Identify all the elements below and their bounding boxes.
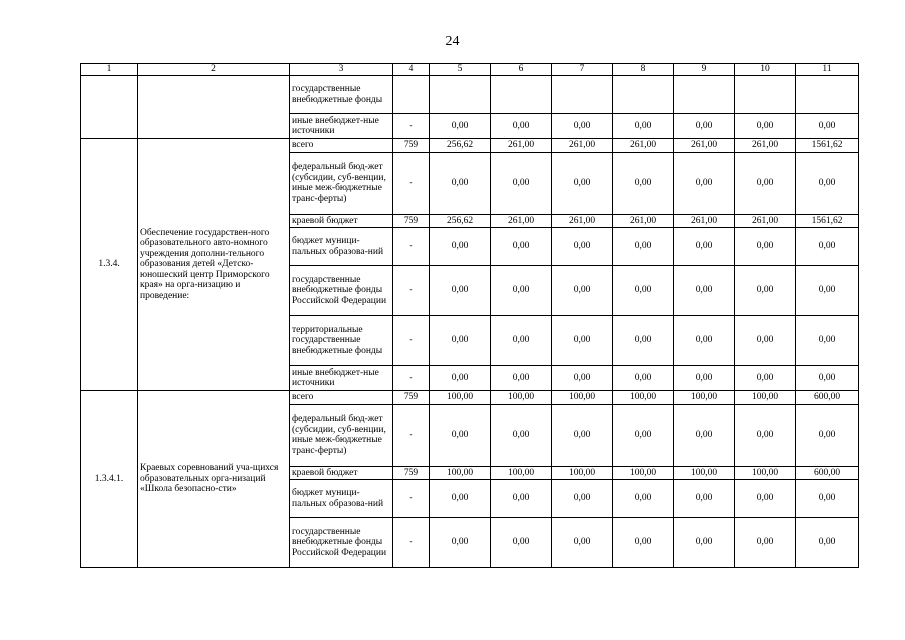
amount-cell: 261,00 bbox=[491, 139, 552, 153]
amount-cell: 0,00 bbox=[613, 152, 674, 214]
amount-cell: 0,00 bbox=[430, 404, 491, 466]
amount-cell: 100,00 bbox=[430, 391, 491, 405]
amount-cell: 0,00 bbox=[674, 152, 735, 214]
amount-cell: 0,00 bbox=[796, 266, 859, 316]
amount-cell: 0,00 bbox=[674, 266, 735, 316]
amount-cell: 0,00 bbox=[491, 266, 552, 316]
amount-cell: 0,00 bbox=[735, 316, 796, 366]
column-header: 10 bbox=[735, 64, 796, 76]
item-name: Краевых соревнований уча-щихся образовательных орга-низаций «Школа безопасно-сти» bbox=[138, 391, 290, 568]
amount-cell bbox=[735, 76, 796, 114]
amount-cell: 0,00 bbox=[674, 316, 735, 366]
amount-cell: 0,00 bbox=[552, 404, 613, 466]
amount-cell: 261,00 bbox=[735, 139, 796, 153]
funding-source: государственные внебюджетные фонды Российской Федерации bbox=[290, 518, 393, 568]
amount-cell: 256,62 bbox=[430, 139, 491, 153]
amount-cell: 261,00 bbox=[735, 214, 796, 228]
amount-cell: 1561,62 bbox=[796, 214, 859, 228]
amount-cell: 100,00 bbox=[735, 391, 796, 405]
table-body bbox=[81, 76, 859, 568]
administrator-code: 759 bbox=[393, 139, 430, 153]
amount-cell: 0,00 bbox=[613, 404, 674, 466]
amount-cell: 0,00 bbox=[796, 114, 859, 139]
amount-cell: 0,00 bbox=[735, 114, 796, 139]
amount-cell bbox=[796, 76, 859, 114]
amount-cell: 0,00 bbox=[552, 518, 613, 568]
amount-cell: 100,00 bbox=[552, 466, 613, 480]
amount-cell: 0,00 bbox=[735, 266, 796, 316]
column-header-row bbox=[81, 64, 859, 76]
column-header: 11 bbox=[796, 64, 859, 76]
funding-source: иные внебюджет-ные источники bbox=[290, 366, 393, 391]
column-header: 1 bbox=[81, 64, 138, 76]
amount-cell: 0,00 bbox=[430, 316, 491, 366]
amount-cell: 0,00 bbox=[552, 114, 613, 139]
funding-source: краевой бюджет bbox=[290, 466, 393, 480]
amount-cell: 0,00 bbox=[796, 316, 859, 366]
amount-cell: 0,00 bbox=[613, 316, 674, 366]
administrator-code: 759 bbox=[393, 466, 430, 480]
funding-source: государственные внебюджетные фонды bbox=[290, 76, 393, 114]
amount-cell bbox=[613, 76, 674, 114]
amount-cell: 0,00 bbox=[491, 114, 552, 139]
amount-cell: 0,00 bbox=[613, 366, 674, 391]
amount-cell: 100,00 bbox=[491, 466, 552, 480]
amount-cell: 0,00 bbox=[430, 114, 491, 139]
amount-cell: 0,00 bbox=[674, 404, 735, 466]
amount-cell: 0,00 bbox=[674, 480, 735, 518]
amount-cell: 0,00 bbox=[735, 366, 796, 391]
amount-cell: 0,00 bbox=[735, 480, 796, 518]
amount-cell: 100,00 bbox=[613, 466, 674, 480]
column-header: 6 bbox=[491, 64, 552, 76]
amount-cell: 0,00 bbox=[796, 480, 859, 518]
amount-cell: 0,00 bbox=[491, 152, 552, 214]
amount-cell: 0,00 bbox=[430, 366, 491, 391]
column-header: 9 bbox=[674, 64, 735, 76]
amount-cell: 0,00 bbox=[674, 518, 735, 568]
amount-cell: 0,00 bbox=[552, 266, 613, 316]
amount-cell: 0,00 bbox=[552, 316, 613, 366]
administrator-code: - bbox=[393, 404, 430, 466]
amount-cell: 0,00 bbox=[430, 518, 491, 568]
amount-cell: 0,00 bbox=[674, 228, 735, 266]
administrator-code: - bbox=[393, 228, 430, 266]
table-row bbox=[81, 139, 859, 153]
funding-source: бюджет муници-пальных образова-ний bbox=[290, 480, 393, 518]
page-number: 24 bbox=[445, 34, 460, 49]
amount-cell: 0,00 bbox=[613, 480, 674, 518]
amount-cell: 0,00 bbox=[430, 266, 491, 316]
item-code: 1.3.4.1. bbox=[81, 391, 138, 568]
amount-cell: 261,00 bbox=[674, 139, 735, 153]
amount-cell bbox=[552, 76, 613, 114]
amount-cell: 100,00 bbox=[430, 466, 491, 480]
funding-source: государственные внебюджетные фонды Российской Федерации bbox=[290, 266, 393, 316]
administrator-code: - bbox=[393, 366, 430, 391]
column-header: 7 bbox=[552, 64, 613, 76]
amount-cell: 600,00 bbox=[796, 466, 859, 480]
amount-cell: 100,00 bbox=[552, 391, 613, 405]
amount-cell: 256,62 bbox=[430, 214, 491, 228]
item-name: Обеспечение государствен-ного образовательного авто-номного учреждения дополни-тельного образования детей «Детско-юношеский центр Приморского края» на орга-низацию и проведение: bbox=[138, 139, 290, 391]
amount-cell: 100,00 bbox=[491, 391, 552, 405]
amount-cell: 0,00 bbox=[735, 152, 796, 214]
amount-cell: 0,00 bbox=[430, 152, 491, 214]
amount-cell: 0,00 bbox=[552, 228, 613, 266]
amount-cell: 261,00 bbox=[552, 139, 613, 153]
column-header: 8 bbox=[613, 64, 674, 76]
administrator-code: - bbox=[393, 316, 430, 366]
administrator-code bbox=[393, 76, 430, 114]
amount-cell: 261,00 bbox=[613, 139, 674, 153]
funding-source: всего bbox=[290, 139, 393, 153]
administrator-code: - bbox=[393, 518, 430, 568]
amount-cell: 0,00 bbox=[491, 518, 552, 568]
administrator-code: - bbox=[393, 480, 430, 518]
item-name bbox=[138, 76, 290, 139]
amount-cell: 261,00 bbox=[552, 214, 613, 228]
funding-source: всего bbox=[290, 391, 393, 405]
amount-cell: 0,00 bbox=[552, 152, 613, 214]
amount-cell: 261,00 bbox=[491, 214, 552, 228]
funding-source: федеральный бюд-жет (субсидии, суб-венции, иные меж-бюджетные транс-ферты) bbox=[290, 152, 393, 214]
amount-cell: 100,00 bbox=[613, 391, 674, 405]
amount-cell: 100,00 bbox=[735, 466, 796, 480]
amount-cell: 261,00 bbox=[674, 214, 735, 228]
administrator-code: - bbox=[393, 152, 430, 214]
administrator-code: - bbox=[393, 114, 430, 139]
amount-cell: 0,00 bbox=[552, 366, 613, 391]
amount-cell: 0,00 bbox=[491, 480, 552, 518]
administrator-code: - bbox=[393, 266, 430, 316]
amount-cell: 0,00 bbox=[491, 404, 552, 466]
amount-cell: 0,00 bbox=[613, 114, 674, 139]
item-code: 1.3.4. bbox=[81, 139, 138, 391]
amount-cell: 0,00 bbox=[430, 228, 491, 266]
amount-cell: 0,00 bbox=[796, 366, 859, 391]
amount-cell bbox=[491, 76, 552, 114]
administrator-code: 759 bbox=[393, 391, 430, 405]
funding-table bbox=[80, 63, 859, 568]
table-row bbox=[81, 391, 859, 405]
amount-cell: 0,00 bbox=[430, 480, 491, 518]
amount-cell: 0,00 bbox=[552, 480, 613, 518]
amount-cell: 0,00 bbox=[613, 228, 674, 266]
amount-cell: 0,00 bbox=[613, 518, 674, 568]
amount-cell: 261,00 bbox=[613, 214, 674, 228]
amount-cell: 0,00 bbox=[491, 228, 552, 266]
funding-source: иные внебюджет-ные источники bbox=[290, 114, 393, 139]
funding-source: краевой бюджет bbox=[290, 214, 393, 228]
amount-cell: 1561,62 bbox=[796, 139, 859, 153]
amount-cell bbox=[430, 76, 491, 114]
amount-cell: 0,00 bbox=[796, 152, 859, 214]
column-header: 3 bbox=[290, 64, 393, 76]
column-header: 4 bbox=[393, 64, 430, 76]
administrator-code: 759 bbox=[393, 214, 430, 228]
column-header: 2 bbox=[138, 64, 290, 76]
column-header: 5 bbox=[430, 64, 491, 76]
amount-cell: 0,00 bbox=[674, 366, 735, 391]
amount-cell: 0,00 bbox=[491, 316, 552, 366]
item-code bbox=[81, 76, 138, 139]
amount-cell: 0,00 bbox=[735, 404, 796, 466]
table-row bbox=[81, 76, 859, 114]
funding-source: территориальные государственные внебюджетные фонды bbox=[290, 316, 393, 366]
funding-source: бюджет муници-пальных образова-ний bbox=[290, 228, 393, 266]
amount-cell: 0,00 bbox=[735, 518, 796, 568]
amount-cell bbox=[674, 76, 735, 114]
amount-cell: 100,00 bbox=[674, 466, 735, 480]
amount-cell: 0,00 bbox=[735, 228, 796, 266]
amount-cell: 100,00 bbox=[674, 391, 735, 405]
funding-source: федеральный бюд-жет (субсидии, суб-венции, иные меж-бюджетные транс-ферты) bbox=[290, 404, 393, 466]
amount-cell: 0,00 bbox=[796, 518, 859, 568]
amount-cell: 600,00 bbox=[796, 391, 859, 405]
amount-cell: 0,00 bbox=[491, 366, 552, 391]
amount-cell: 0,00 bbox=[613, 266, 674, 316]
amount-cell: 0,00 bbox=[674, 114, 735, 139]
amount-cell: 0,00 bbox=[796, 228, 859, 266]
amount-cell: 0,00 bbox=[796, 404, 859, 466]
